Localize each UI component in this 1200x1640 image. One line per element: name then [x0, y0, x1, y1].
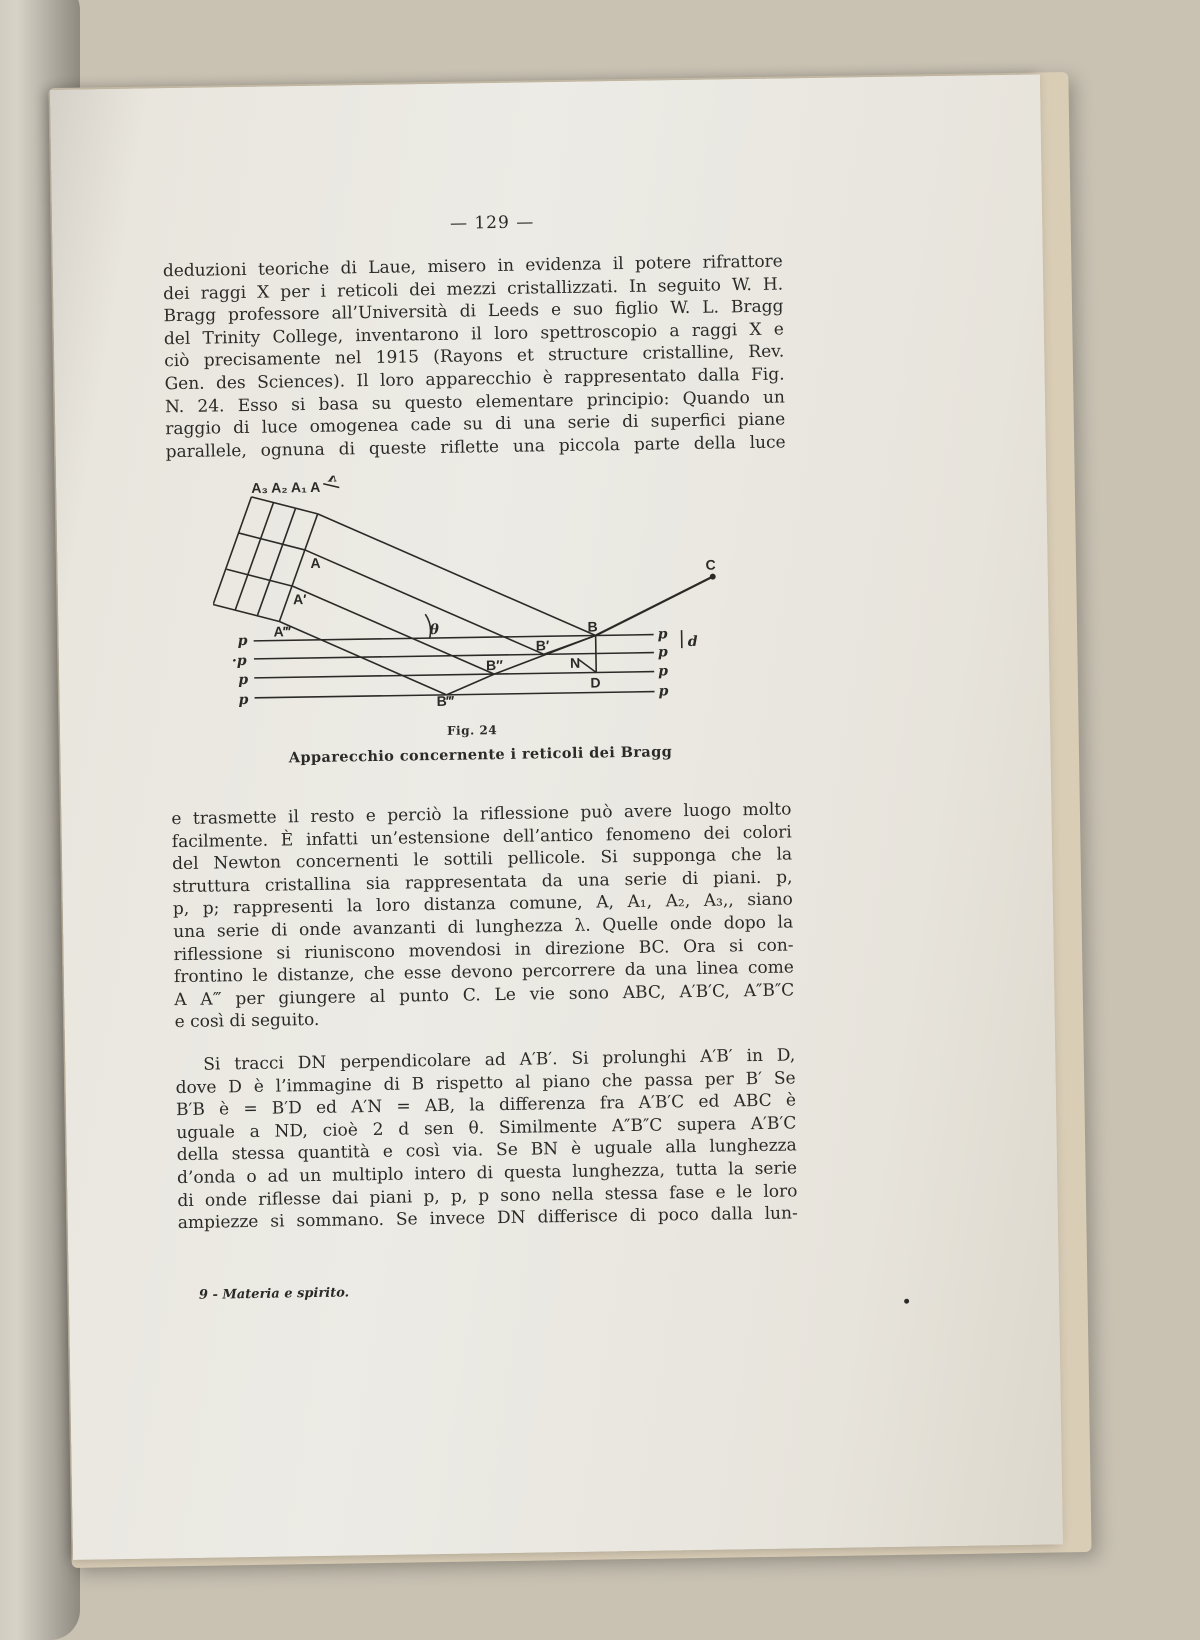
wave-row: [227, 568, 293, 587]
label-N: N: [570, 655, 580, 671]
figure-number: Fig. 24: [402, 722, 542, 738]
ray-A2-to-B2: [293, 583, 494, 677]
text-line: riflessione si riuniscono movendosi in direzione BC. Ora si con-: [173, 934, 793, 966]
plane-2: [254, 653, 654, 659]
text-line: parallele, ognuna di queste riflette una piccola parte della luce: [166, 431, 786, 463]
text-line: del Trinity College, inventarono il loro spettroscopio a raggi X e: [164, 318, 784, 350]
reflected-ray-BC: [595, 577, 714, 636]
text-line: frontino le distanze, che esse devono percorrere da una linea come: [174, 957, 794, 989]
label-A-triple: A‴: [273, 623, 291, 639]
text-line: una serie di onde avanzanti di lunghezza λ. Quelle onde dopo la: [173, 911, 793, 943]
text-line: Si tracci DN perpendicolare ad A′B′. Si prolunghi A′B′ in D,: [175, 1044, 795, 1076]
label-p-left: ·p: [232, 653, 247, 669]
text-line: e così di seguito.: [174, 1002, 794, 1034]
label-B-double: B″: [486, 657, 503, 673]
ink-dot: [904, 1299, 909, 1304]
label-p-right: p: [658, 644, 668, 660]
label-p-right: p: [658, 663, 668, 679]
bragg-diagram: [211, 469, 735, 747]
ray-A1-to-B1: [305, 546, 544, 658]
label-C: C: [705, 557, 715, 573]
text-line: raggio di luce omogenea cade su di una serie di superfici piane: [165, 409, 785, 441]
line-DN: [579, 659, 596, 672]
text-line: Bragg professore all’Università di Leeds e suo figlio W. L. Bragg: [163, 296, 783, 328]
text-line: N. 24. Esso si basa su questo elementare principio: Quando un: [165, 386, 785, 418]
wave-bottom: [213, 603, 279, 622]
label-B-prime: B′: [536, 637, 550, 653]
text-line: B′B è = B′D ed A′N = AB, la differenza fra A′B′C ed ABC è: [176, 1090, 796, 1122]
text-line: facilmente. È infatti un’estensione dell’antico fenomeno dei colori: [172, 821, 792, 853]
text-line: del Newton concernenti le sottili pellicole. Si supponga che la: [172, 844, 792, 876]
text-line: p, p; rappresenti la loro distanza comune, A, A₁, A₂, A₃,, siano: [173, 889, 793, 921]
figure-caption: Apparecchio concernente i reticoli dei Bragg: [230, 742, 730, 767]
label-lambda: λ: [327, 470, 338, 486]
text-line: dei raggi X per i reticoli dei mezzi cristallizzati. In seguito W. H.: [163, 273, 783, 305]
label-p-left: p: [238, 633, 248, 649]
label-theta: θ: [429, 622, 439, 638]
text-line: d’onda o ad un multiplo intero di questa lunghezza, tutta la serie: [177, 1157, 797, 1189]
text-line: di onde riflesse dai piani p, p, p sono nella stessa fase e le loro: [177, 1180, 797, 1212]
text-line: Gen. des Sciences). Il loro apparecchio è rappresentato dalla Fig.: [164, 363, 784, 395]
wavefront-A1: [256, 508, 298, 616]
label-B-triple: B‴: [437, 693, 455, 709]
label-d: d: [688, 634, 698, 650]
label-A: A: [310, 555, 320, 571]
label-A-series: A₃ A₂ A₁ A: [251, 479, 320, 496]
wave-row: [239, 532, 305, 551]
text-line: deduzioni teoriche di Laue, misero in evidenza il potere rifrattore: [163, 251, 783, 283]
label-p-right: p: [658, 626, 668, 642]
reflected-ray-B3: [446, 674, 494, 695]
label-p-left: p: [238, 692, 248, 708]
page-content: [160, 79, 780, 89]
text-line: struttura cristallina sia rappresentata da una serie di piani. p,: [172, 866, 792, 898]
footer-signature: 9 - Materia e spirito.: [199, 1283, 499, 1303]
paragraph-3: [175, 1044, 798, 1234]
paragraph-2: [171, 798, 794, 1034]
ray-A-to-B: [318, 510, 596, 640]
wave-top: [251, 496, 317, 515]
text-line: della stessa quantità e così via. Se BN è uguale alla lunghezza: [177, 1135, 797, 1167]
wavefront-A2: [234, 503, 276, 611]
label-B: B: [587, 618, 597, 634]
label-A-prime: A′: [293, 591, 307, 607]
plane-4: [255, 692, 655, 698]
book-page: [50, 74, 1063, 1559]
label-p-left: p: [238, 672, 248, 688]
label-D: D: [590, 674, 600, 690]
text-line: ciò precisamente nel 1915 (Rayons et structure cristalline, Rev.: [164, 341, 784, 373]
paragraph-1: [163, 251, 786, 464]
text-line: dove D è l’immagine di B rispetto al piano che passa per B′ Se: [176, 1067, 796, 1099]
line-BD: [596, 635, 597, 672]
plane-1: [254, 635, 654, 641]
label-p-right: p: [658, 683, 668, 699]
text-line: ampiezze si sommano. Se invece DN differisce di poco dalla lun-: [178, 1203, 798, 1235]
page-number: — 129 —: [412, 212, 572, 235]
text-line: e trasmette il resto e perciò la riflessione può avere luogo molto: [171, 798, 791, 830]
wavefront-A3: [211, 497, 253, 605]
text-line: A A‴ per giungere al punto C. Le vie sono ABC, A′B′C, A″B″C: [174, 979, 794, 1011]
text-line: uguale a ND, cioè 2 d sen θ. Similmente A″B″C supera A′B′C: [176, 1112, 796, 1144]
